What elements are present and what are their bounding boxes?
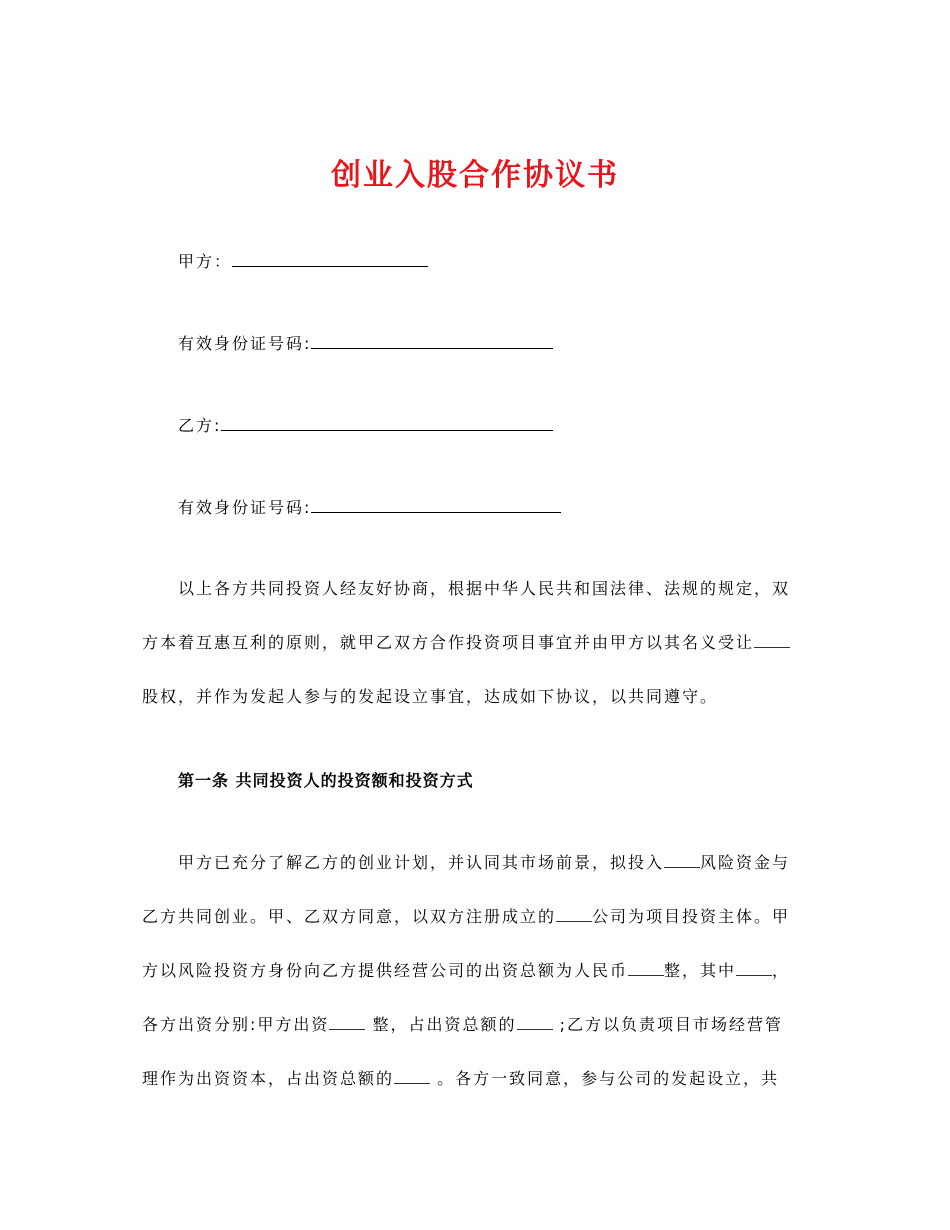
article-1-heading: 第一条 共同投资人的投资额和投资方式 — [178, 771, 474, 790]
equity-blank[interactable] — [754, 631, 790, 648]
id-a-field — [178, 332, 553, 355]
party-a-field — [178, 250, 428, 273]
party-a-label: 甲方： — [178, 252, 233, 271]
party-b-share-blank[interactable] — [394, 1067, 430, 1084]
id-b-blank[interactable] — [311, 496, 561, 513]
intro-line-1: 以上各方共同投资人经友好协商，根据中华人民共和国法律、法规的规定，双 — [178, 579, 791, 598]
total-amount-blank[interactable] — [628, 959, 664, 976]
document-title: 创业入股合作协议书 — [331, 158, 619, 193]
article-line-3: 方以风险投资方身份向乙方提供经营公司的出资总额为人民币 整，其中 ， — [142, 961, 791, 980]
risk-capital-blank[interactable] — [664, 851, 700, 868]
intro-line-2: 方本着互惠互利的原则，就甲乙双方合作投资项目事宜并由甲方以其名义受让 — [142, 616, 810, 670]
id-a-label: 有效身份证号码: — [178, 334, 312, 353]
article-1-paragraph — [142, 836, 810, 1106]
party-b-blank[interactable] — [221, 414, 553, 431]
id-b-label: 有效身份证号码: — [178, 498, 312, 517]
party-a-share-blank[interactable] — [517, 1013, 553, 1030]
party-b-label: 乙方: — [178, 416, 222, 435]
company-name-blank[interactable] — [556, 905, 592, 922]
article-line-1: 甲方已充分了解乙方的创业计划，并认同其市场前景，拟投入 风险资金与 — [178, 853, 791, 872]
id-b-field — [178, 496, 561, 519]
id-a-blank[interactable] — [311, 332, 553, 349]
party-a-blank[interactable] — [232, 250, 428, 267]
article-line-2: 乙方共同创业。甲、乙双方同意，以双方注册成立的 公司为项目投资主体。甲 — [142, 907, 791, 926]
breakdown-blank[interactable] — [736, 959, 772, 976]
party-b-field — [178, 414, 553, 437]
intro-line-3: 股权，并作为发起人参与的发起设立事宜，达成如下协议，以共同遵守。 — [142, 687, 719, 706]
article-line-4: 各方出资分别:甲方出资 整，占出资总额的 ;乙方以负责项目市场经营管 — [142, 1015, 783, 1034]
party-a-contribution-blank[interactable] — [329, 1013, 365, 1030]
article-line-5: 理作为出资资本，占出资总额的 。各方一致同意，参与公司的发起设立，共 — [142, 1069, 780, 1088]
intro-paragraph — [142, 562, 810, 724]
